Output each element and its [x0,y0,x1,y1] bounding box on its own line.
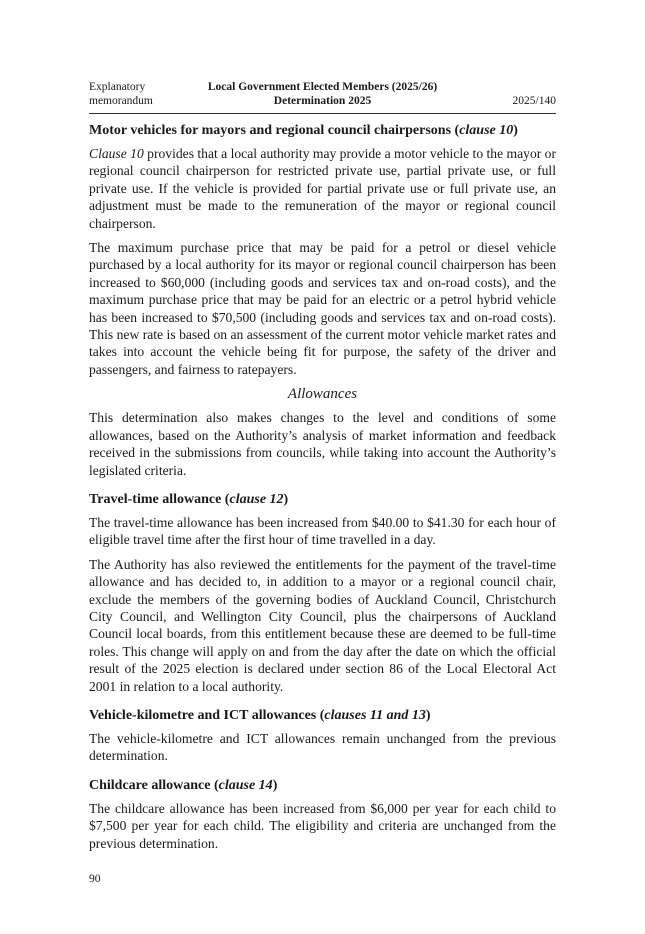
vehicle-km-paragraph: The vehicle-kilometre and ICT allowances remain unchanged from the previous determination. [89,730,556,764]
childcare-heading [89,777,556,795]
childcare-paragraph: The childcare allowance has been increased from $6,000 per year for each child to $7,500 per year for each child. The eligibility and criteria are unchanged from the previous determination. [89,800,556,851]
travel-heading-end: ) [283,491,289,507]
travel-paragraph-2: The Authority has also reviewed the entitlements for the payment of the travel-time allowance and has decided to, in addition to a mayor or a regional council chair, exclude the members of the governing bodies of Auckland Council, Christchurch City Council, and Wellington City Council, plus the chairpersons of Auckland Council local boards, from this entitlement because these are deemed to be full-time roles. This change will apply on and from the day after the date on which the official result of the 2025 election is declared under section 86 of the Local Electoral Act 2001 in relation to a local authority. [89,556,556,694]
running-header [89,80,556,112]
travel-heading-text: Travel-time allowance ( [89,491,230,507]
vehicle-km-heading-end: ) [425,707,431,723]
motor-heading [89,122,556,140]
header-title [89,80,556,108]
allowances-intro: This determination also makes changes to the level and conditions of some allowances, based on the Authority’s analysis of market information and feedback received in the submissions from councils, while taking into account the Authority’s legislated criteria. [89,410,556,478]
motor-paragraph-1 [89,145,556,232]
childcare-heading-clause: clause 14 [218,777,273,793]
header-number: 2025/140 [512,95,556,107]
travel-heading [89,491,556,509]
childcare-heading-text: Childcare allowance ( [89,777,219,793]
header-left-line2: memorandum [89,95,153,107]
header-rule [89,113,556,114]
page-content [89,122,556,859]
page-number: 90 [89,873,101,885]
allowances-title: Allowances [287,386,358,403]
header-title-line1: Local Government Elected Members (2025/26) [207,81,438,93]
vehicle-km-heading-clause: clauses 11 and 13 [324,707,426,723]
vehicle-km-heading-text: Vehicle-kilometre and ICT allowances ( [89,707,325,723]
motor-paragraph-2: The maximum purchase price that may be paid for a petrol or diesel vehicle purchased by a local authority for its mayor or regional council chairperson has been increased to $60,000 (including goods and services tax and on-road costs), and the maximum purchase price that may be paid for an electric or a petrol hybrid vehicle has been increased to $70,500 (including goods and services tax and on-road costs). This new rate is based on an assessment of the current motor vehicle market rates and takes into account the vehicle being fit for purpose, the safety of the driver and passengers, and fairness to ratepayers. [89,240,556,377]
motor-heading-clause: clause 10 [459,123,514,138]
childcare-heading-end: ) [272,777,278,793]
travel-paragraph-1: The travel-time allowance has been increased from $40.00 to $41.30 for each hour of eligible travel time after the first hour of time travelled in a day. [89,514,556,548]
motor-heading-end: ) [513,123,518,138]
motor-p1-clause: Clause 10 [89,146,144,161]
header-title-line2: Determination 2025 [273,95,372,107]
vehicle-km-heading [89,707,556,725]
travel-heading-clause: clause 12 [229,491,284,507]
header-left-line1: Explanatory [89,81,146,93]
motor-heading-text: Motor vehicles for mayors and regional council chairpersons ( [89,123,460,138]
motor-p1-text: provides that a local authority may provide a motor vehicle to the mayor or regional council chairperson for restricted private use, partial private use, or full private use. If the vehicle is provided for partial private use or full private use, an adjustment must be made to the remuneration of the mayor or regional council chairperson. [89,146,556,231]
